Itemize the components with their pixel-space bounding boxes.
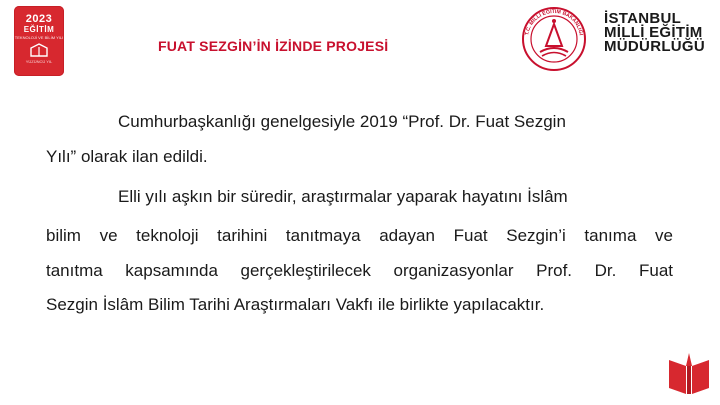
page-title: FUAT SEZGİN’İN İZİNDE PROJESİ (158, 38, 389, 54)
badge-word: EĞİTİM (23, 25, 55, 34)
org-name-line3: MÜDÜRLÜĞÜ (604, 38, 706, 55)
org-name-line2: MİLLİ EĞİTİM (604, 24, 703, 41)
paragraph-1-line-2: Yılı” olarak ilan edildi. (46, 147, 208, 166)
seal-text: T.C. MİLLİ EĞİTİM BAKANLIĞI (524, 8, 584, 36)
paragraph-2-line-1: Elli yılı aşkın bir süredir, araştırmalar yaparak hayatını İslâm (118, 187, 568, 206)
book-icon (666, 350, 712, 396)
badge-sub: TEKNOLOJİ VE BİLİM YILI (14, 35, 64, 40)
paragraph-2-line-2: bilim ve teknoloji tarihini tanıtmaya adayan Fuat Sezgin’i tanıma ve (46, 226, 673, 245)
paragraph-2-line-4: Sezgin İslâm Bilim Tarihi Araştırmaları Vakfı ile birlikte yapılacaktır. (46, 295, 545, 314)
paragraph-1-line-1: Cumhurbaşkanlığı genelgesiyle 2019 “Prof. Dr. Fuat Sezgin (118, 112, 566, 131)
paragraph-2-line-3: tanıtma kapsamında gerçekleştirilecek organizasyonlar Prof. Dr. Fuat (46, 261, 673, 280)
org-name-line1: İSTANBUL (604, 10, 682, 27)
badge-year: 2023 (25, 13, 53, 25)
badge-footer: YÜZÜNCÜ YIL (25, 59, 53, 64)
